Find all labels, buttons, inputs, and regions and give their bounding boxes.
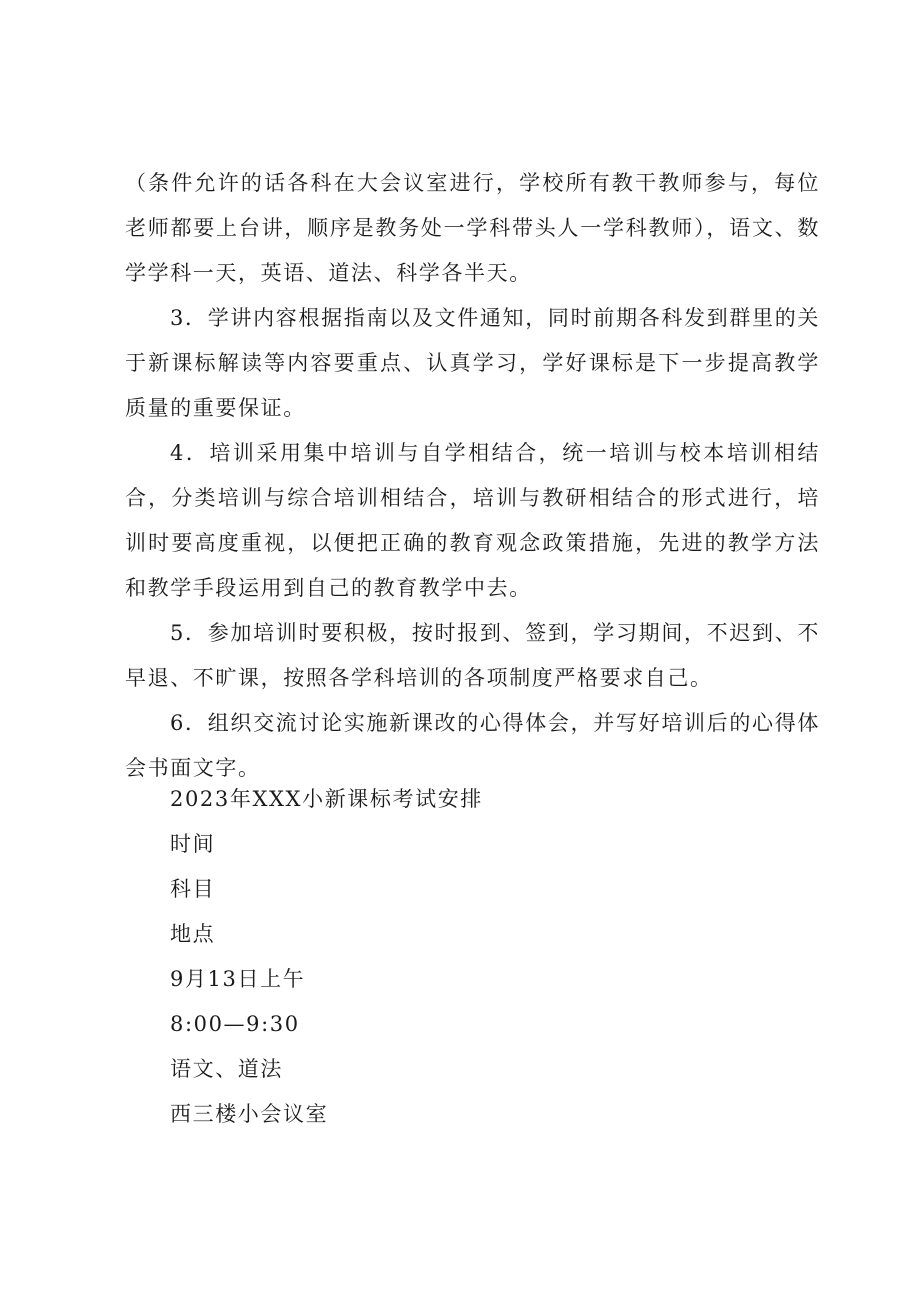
paragraph-item-3: 3．学讲内容根据指南以及文件通知，同时前期各科发到群里的关于新课标解读等内容要重点、认真学习，学好课标是下一步提高教学质量的重要保证。 — [125, 306, 820, 420]
schedule-header-location: 地点 — [170, 922, 216, 946]
schedule-row1-date: 9月13日上午 — [170, 967, 306, 991]
schedule-title: 2023年XXX小新课标考试安排 — [170, 787, 483, 811]
document-body — [125, 161, 820, 791]
exam-schedule — [170, 777, 820, 1137]
paragraph-item-4: 4．培训采用集中培训与自学相结合，统一培训与校本培训相结合，分类培训与综合培训相结合，培训与教研相结合的形式进行，培训时要高度重视，以便把正确的教育观念政策措施，先进的教学方法和教学手段运用到自己的教育教学中去。 — [125, 441, 820, 600]
schedule-row1-location: 西三楼小会议室 — [170, 1102, 329, 1126]
schedule-header-subject: 科目 — [170, 877, 216, 901]
paragraph-item-6: 6．组织交流讨论实施新课改的心得体会，并写好培训后的心得体会书面文字。 — [125, 711, 820, 780]
paragraph-continuation: （条件允许的话各科在大会议室进行，学校所有教干教师参与，每位老师都要上台讲，顺序是教务处一学科带头人一学科教师），语文、数学学科一天，英语、道法、科学各半天。 — [125, 171, 820, 285]
schedule-header-time: 时间 — [170, 832, 216, 856]
paragraph-item-5: 5．参加培训时要积极，按时报到、签到，学习期间，不迟到、不早退、不旷课，按照各学科培训的各项制度严格要求自己。 — [125, 621, 820, 690]
schedule-row1-time: 8:00—9:30 — [170, 1012, 300, 1036]
schedule-row1-subject: 语文、道法 — [170, 1057, 283, 1081]
